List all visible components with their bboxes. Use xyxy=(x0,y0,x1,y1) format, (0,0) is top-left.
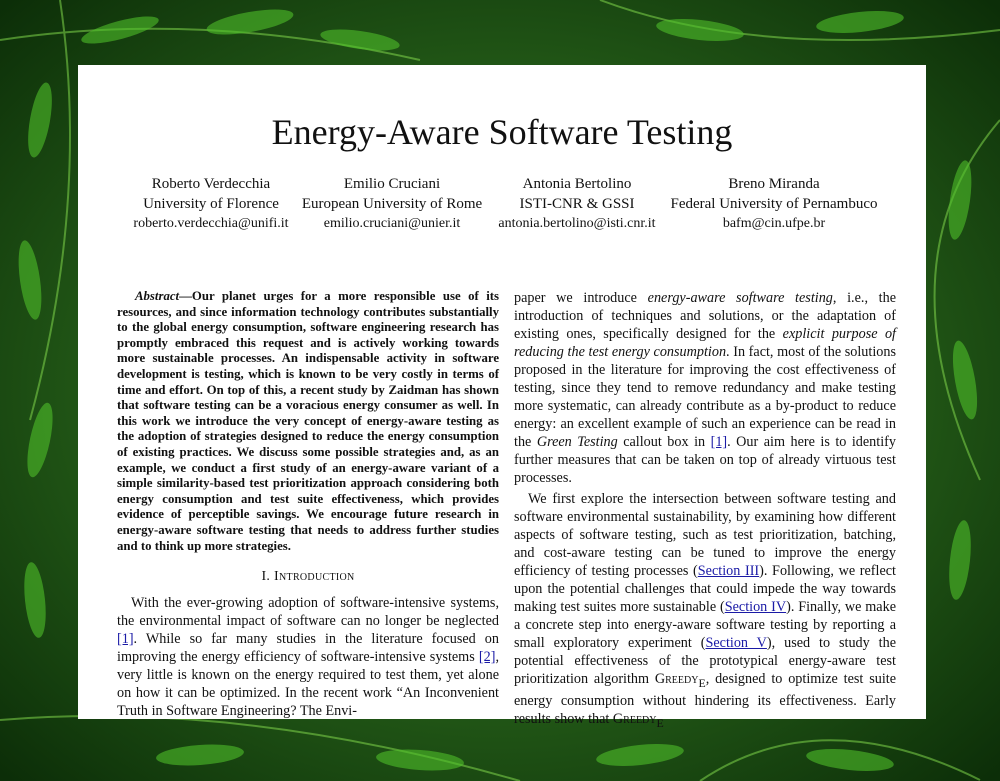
author-3 xyxy=(498,175,655,234)
algorithm-subscript: E xyxy=(698,675,706,690)
author-name: Emilio Cruciani xyxy=(343,176,441,192)
text-run: ). Finally, we make a concrete step into energy-aware software testing by reporting a small exploratory experiment ( xyxy=(514,599,896,651)
algorithm-subscript: E xyxy=(656,715,664,730)
author-affiliation: Federal University of Pernambuco xyxy=(670,195,878,212)
paper-title: Energy-Aware Software Testing xyxy=(271,112,733,152)
citation-link-1-again[interactable]: [1] xyxy=(710,434,728,450)
paper-page xyxy=(78,65,926,730)
author-affiliation: European University of Rome xyxy=(301,195,483,212)
author-2 xyxy=(302,175,482,234)
citation-link-1[interactable]: [1] xyxy=(117,631,134,648)
text-run: callout box in xyxy=(617,434,711,450)
algorithm-name: Greedy xyxy=(654,671,699,687)
section-link-4[interactable]: Section IV xyxy=(724,599,787,615)
abstract-label: Abstract xyxy=(135,289,180,303)
emphasis-text: explicit purpose of reducing the test energy consumption xyxy=(514,326,896,360)
author-email: emilio.cruciani@unier.it xyxy=(323,216,461,231)
algorithm-name: Greedy xyxy=(612,710,657,727)
author-4 xyxy=(670,175,877,234)
emphasis-text: Green Testing xyxy=(536,434,618,450)
abstract-text: —Our planet urges for a more responsible use of its resources, and since information technology contributes substantially to the global energy consumption, software engineering research has promptly embraced this request and is actively working towards more sustainable processes. An indispensable activity in software development is testing, which is known to be very costly in terms of time and effort. On top of this, a recent study by Zaidman has shown that software testing can be a voracious energy consumer as well. In this work we introduce the very concept of energy-aware testing as the adoption of strategies designed to reduce the energy consumption of existing practices. We discuss some possible strategies and, as an example, we conduct a first study of an energy-aware variant of a simple similarity-based test prioritization approach considering both energy consumption and test suite effectiveness, which provides evidence of perceptible savings. We encourage future research in energy-aware software testing that needs to address further studies and to think up more strategies. xyxy=(117,289,499,553)
section-link-5[interactable]: Section V xyxy=(705,635,767,651)
text-run: . Our aim here is to identify further measures that can be taken on top of already virtuous test processes. xyxy=(514,434,896,486)
author-name: Breno Miranda xyxy=(728,176,820,192)
text-run: , designed to optimize test suite energy consumption without hindering its effectiveness. Early results show that xyxy=(514,671,896,727)
text-run: . While so far many studies in the literature focused on improving the energy efficiency of software-intensive systems xyxy=(117,631,499,666)
intro-paragraph-3 xyxy=(514,490,896,732)
text-run: ). Following, we reflect upon the potential challenges that could impede the way towards making test suites more sustainable ( xyxy=(514,563,896,615)
left-column xyxy=(117,289,499,720)
emphasis-text: energy-aware software testing xyxy=(647,290,833,306)
text-run: ), used to study the potential effectiveness of the prototypical energy-aware test prioritization algorithm xyxy=(514,635,896,687)
author-affiliation: ISTI-CNR & GSSI xyxy=(519,195,635,212)
intro-paragraph-2 xyxy=(514,289,896,487)
intro-paragraph-1 xyxy=(117,594,499,720)
author-email: roberto.verdecchia@unifi.it xyxy=(133,216,289,231)
section-heading-introduction xyxy=(117,568,499,586)
author-affiliation: University of Florence xyxy=(143,195,279,212)
section-number: I. xyxy=(261,569,271,585)
right-column xyxy=(514,289,896,732)
text-run: , very little is known on the energy required to test them, yet alone on how it can be optimized. In the recent work “An Inconvenient Truth in Software Engineering? The Envi- xyxy=(117,649,499,720)
section-title: Introduction xyxy=(274,569,355,585)
section-link-3[interactable]: Section III xyxy=(697,563,760,579)
author-1 xyxy=(133,175,288,234)
author-email: antonia.bertolino@isti.cnr.it xyxy=(498,216,656,231)
text-run: paper we introduce xyxy=(514,290,648,306)
author-name: Antonia Bertolino xyxy=(522,176,632,192)
text-run: We first explore the intersection between software testing and software environmental sustainability, by examining how different aspects of software testing, such as test prioritization, batching, and cost-aware testing can be tuned to improve the energy efficiency of testing processes ( xyxy=(514,491,896,579)
author-email: bafm@cin.ufpe.br xyxy=(722,216,826,231)
text-run: . In fact, most of the solutions proposed in the literature for improving the cost effectiveness of testing, since they tend to remove redundancy and make testing more systematic, can already contribute as a by-product to reduce energy: an excellent example of such an experience can be read in the xyxy=(514,344,896,450)
author-name: Roberto Verdecchia xyxy=(151,176,271,192)
text-run: With the ever-growing adoption of software-intensive systems, the environmental impact of software can no longer be neglected xyxy=(117,595,499,630)
citation-link-2[interactable]: [2] xyxy=(478,649,496,666)
text-run: , i.e., the introduction of techniques and solutions, or the adaptation of existing ones, specifically designed for the xyxy=(514,290,897,342)
abstract xyxy=(117,289,499,554)
